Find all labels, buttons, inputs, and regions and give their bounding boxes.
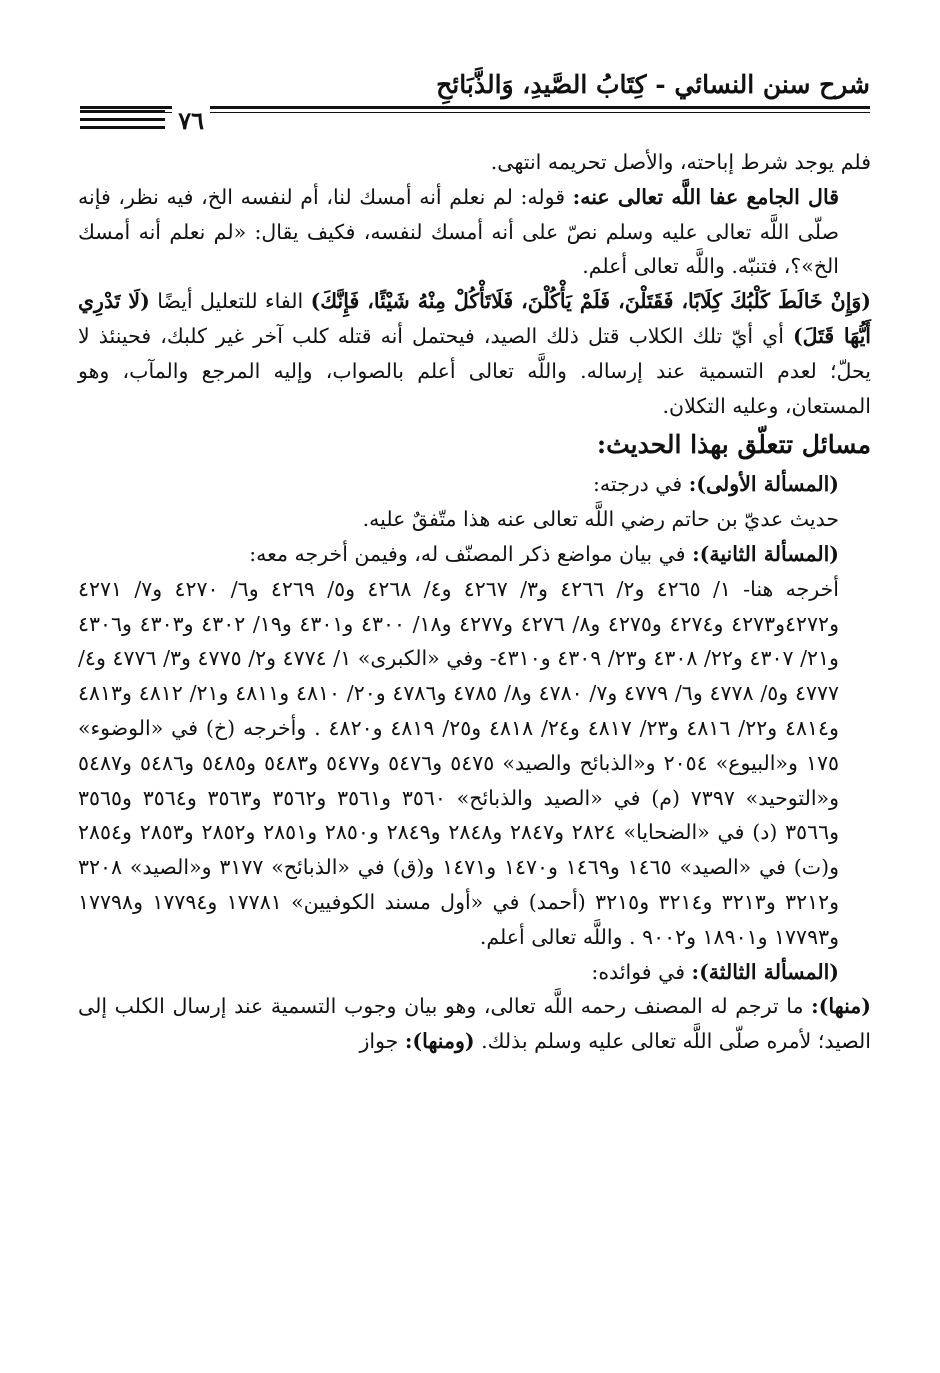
- question-3-title: في فوائده:: [591, 959, 692, 984]
- question-1-body: [78, 502, 871, 537]
- section-heading: مسائل تتعلّق بهذا الحديث:: [596, 430, 871, 460]
- question-3-heading: [78, 955, 871, 990]
- hadith-quote-2: (لَا تَدْرِي أَيُّهَا قَتَلَ): [78, 289, 871, 348]
- benefits-paragraph: [78, 989, 871, 1059]
- paragraph-text-2: أي أيّ تلك الكلاب قتل ذلك الصيد، فيحتمل أنه قتله كلب آخر غير كلبك، فحينئذ لا يحلّ؛ لعدم التسمية عند إرساله. واللَّه تعالى أعلم بالصواب، وإليه المرجع والمآب، وهو المستعان، وعليه التكلان.: [78, 323, 871, 418]
- paragraph-hadith-commentary: [78, 284, 871, 423]
- question-1-title: في درجته:: [592, 472, 689, 497]
- question-2-title: في بيان مواضع ذكر المصنّف له، وفيمن أخرجه معه:: [249, 541, 693, 566]
- benefit-2-label: (ومنها):: [404, 1029, 475, 1054]
- page-number-block: [80, 88, 210, 135]
- paragraph-text: قوله: لم نعلم أنه أمسك لنا، أم لنفسه الخ، فيه نظر، فإنه صلّى اللَّه تعالى عليه وسلم نصّ على أنه أمسك لنفسه، فكيف يقال: «لم نعلم أنه أمسك الخ»؟، فتنبّه. واللَّه تعالى أعلم.: [78, 184, 839, 279]
- header-title: شرح سنن النسائي - كِتَابُ الصَّيدِ، وَالذَّبَائحِ: [436, 70, 870, 99]
- question-3-label: (المسألة الثالثة):: [691, 959, 839, 984]
- question-2-label: (المسألة الثانية):: [692, 541, 839, 566]
- paragraph-text: فلم يوجد شرط إباحته، والأصل تحريمه انتهى.: [490, 150, 871, 174]
- running-header: [80, 70, 870, 135]
- benefit-1-text: ما ترجم له المصنف رحمه اللَّه تعالى، وهو بيان وجوب التسمية عند إرسال الكلب إلى الصيد؛ لأمره صلّى اللَّه تعالى عليه وسلم بذلك.: [78, 994, 871, 1054]
- page-body: [78, 145, 871, 1059]
- paragraph-jami-comment: [78, 180, 871, 284]
- benefit-1-label: (منها):: [811, 994, 871, 1019]
- page-number-ornament-top: [80, 110, 165, 113]
- question-1-heading: [78, 467, 871, 502]
- page-number: ٧٦: [172, 106, 210, 135]
- hadith-quote: (وَإِنْ خَالَطَ كَلْبُكَ كِلَابًا، فَقَتَلْنَ، فَلَمْ يَأْكُلْنَ، فَلَاتَأْكُلْ مِنْهُ شَيْئًا، فَإِنَّكَ): [310, 289, 871, 314]
- speaker-label: قال الجامع عفا اللَّه تعالى عنه:: [572, 184, 839, 209]
- question-2-heading: [78, 537, 871, 572]
- paragraph-continuation: [78, 145, 871, 180]
- benefit-2-text: جواز: [359, 1029, 405, 1054]
- page-number-ornament-bottom: [80, 126, 165, 129]
- paragraph-text: حديث عديّ بن حاتم رضي اللَّه تعالى عنه هذا متّفقٌ عليه.: [362, 507, 839, 532]
- question-1-label: (المسألة الأولى):: [688, 472, 839, 497]
- references-list: أخرجه هنا- ١/ ٤٢٦٥ و٢/ ٤٢٦٦ و٣/ ٤٢٦٧ و٤/ ٤٢٦٨ و٥/ ٤٢٦٩ و٦/ ٤٢٧٠ و٧/ ٤٢٧١ و٤٢٧٢و٤٢٧٣ و٤٢٧٤ و٤٢٧٥ و٨/ ٤٢٧٦ و٤٢٧٧ و١٨/ ٤٣٠٠ و٤٣٠١ و١٩/ ٤٣٠٢ و٤٣٠٣ و٤٣٠٦ و٢١/ ٤٣٠٧ و٢٢/ ٤٣٠٨ و٢٣/ ٤٣٠٩ و٤٣١٠- وفي «الكبرى» ١/ ٤٧٧٤ و٢/ ٤٧٧٥ و٣/ ٤٧٧٦ و٤/ ٤٧٧٧ و٥/ ٤٧٧٨ و٦/ ٤٧٧٩ و٧/ ٤٧٨٠ و٨/ ٤٧٨٥ و٤٧٨٦ و٢٠/ ٤٨١٠ و٤٨١١ و٢١/ ٤٨١٢ و٤٨١٣ و٤٨١٤ و٢٢/ ٤٨١٦ و٢٣/ ٤٨١٧ و٢٤/ ٤٨١٨ و٢٥/ ٤٨١٩ و٤٨٢٠ . وأخرجه (خ) في «الوضوء» ١٧٥ و«البيوع» ٢٠٥٤ و«الذبائح والصيد» ٥٤٧٥ و٥٤٧٦ و٥٤٧٧ و٥٤٨٣ و٥٤٨٥ و٥٤٨٦ و٥٤٨٧ و«التوحيد» ٧٣٩٧ (م) في «الصيد والذبائح» ٣٥٦٠ و٣٥٦١ و٣٥٦٢ و٣٥٦٣ و٣٥٦٤ و٣٥٦٥ و٣٥٦٦ (د) في «الضحايا» ٢٨٢٤ و٢٨٤٧ و٢٨٤٨ و٢٨٤٩ و٢٨٥٠ و٢٨٥١ و٢٨٥٢ و٢٨٥٣ و٢٨٥٤ و(ت) في «الصيد» ١٤٦٥ و١٤٦٩ و١٤٧٠ و١٤٧١ و(ق) في «الذبائح» ٣١٧٧ و«الصيد» ٣٢٠٨ و٣٢١٢ و٣٢١٣ و٣٢١٤ و٣٢١٥ (أحمد) في «أول مسند الكوفيين» ١٧٧٨١ و١٧٧٩٤ و١٧٧٩٨ و١٧٧٩٣ و١٨٩٠١ و٩٠٠٢ . واللَّه تعالى أعلم.: [78, 576, 840, 949]
- question-2-body: [78, 572, 871, 955]
- paragraph-text: الفاء للتعليل أيضًا: [149, 289, 311, 314]
- page-number-ornament-middle: [80, 118, 165, 121]
